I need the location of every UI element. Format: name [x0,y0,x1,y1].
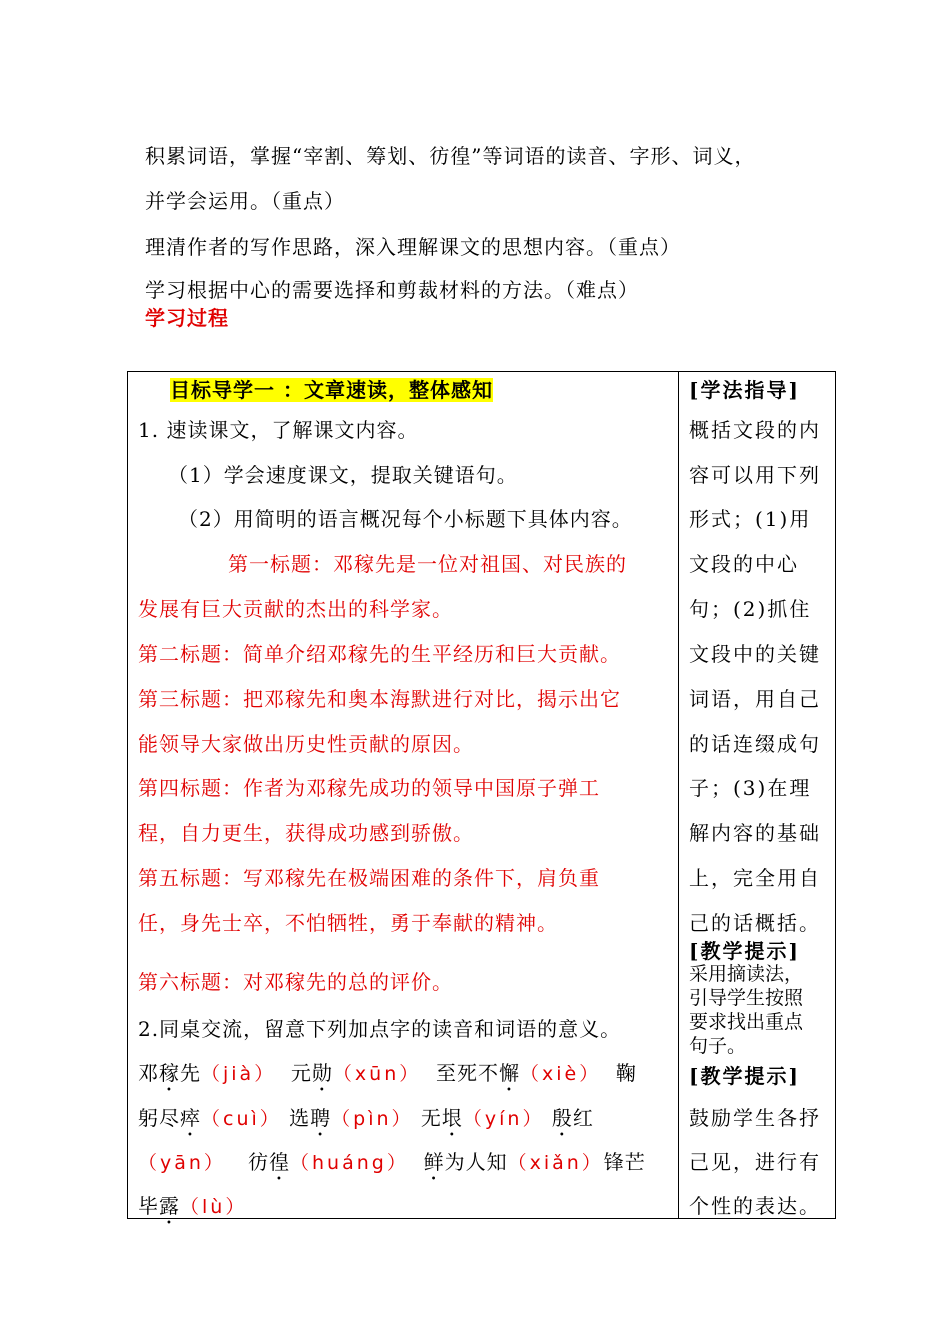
vocab-line-4: 毕露（lù） [138,1194,248,1218]
answer-line: 程，自力更生，获得成功感到骄傲。 [138,821,474,845]
vocab-line-2: 躬尽瘁（cuì） 选聘（pìn） 无垠（yín） 殷红 [138,1106,594,1130]
method-line: 文段的中心 [689,552,799,576]
objective-line-2: 并学会运用。（重点） [145,189,345,213]
method-line: 解内容的基础 [689,821,821,845]
sub-item-1: （1）学会速度课文，提取关键语句。 [168,463,518,487]
answer-line: 第一标题：邓稼先是一位对祖国、对民族的 [228,552,627,576]
sub-item-2: （2）用简明的语言概况每个小标题下具体内容。 [178,507,633,531]
item-1: 1. 速读课文，了解课文内容。 [138,418,419,442]
method-line: 概括文段的内 [689,418,821,442]
vocab-line-1: 邓稼先（jià） 元勋（xūn） 至死不懈（xiè） 鞠 [138,1061,637,1085]
answer-line: 第三标题：把邓稼先和奥本海默进行对比，揭示出它 [138,687,621,711]
method-line: 词语，用自己 [689,687,821,711]
answer-line: 发展有巨大贡献的杰出的科学家。 [138,597,453,621]
tip2-line: 己见，进行有 [689,1150,821,1174]
tip2-line: 鼓励学生各抒 [689,1106,821,1130]
learning-table [127,371,836,1219]
method-line: 己的话概括。 [689,911,821,935]
method-line: 容可以用下列 [689,463,821,487]
tip-line: 要求找出重点 [689,1011,804,1033]
section-title: 学习过程 [145,306,229,330]
tip-line: 句子。 [689,1035,747,1057]
tip2-line: 个性的表达。 [689,1194,821,1218]
method-line: 子；(3)在理 [689,776,812,800]
method-heading: [学法指导] [689,378,800,402]
objective-line-4: 学习根据中心的需要选择和剪裁材料的方法。（难点） [145,278,639,302]
item-2: 2.同桌交流，留意下列加点字的读音和词语的意义。 [138,1017,622,1041]
answer-line: 任，身先士卒，不怕牺牲，勇于奉献的精神。 [138,911,558,935]
objective-line-3: 理清作者的写作思路，深入理解课文的思想内容。（重点） [145,235,681,259]
vocab-line-3: （yān） 彷徨（huáng） 鲜为人知（xiǎn）锋芒 [138,1150,646,1174]
teaching-tip-heading: [教学提示] [689,939,800,963]
answer-line: 第二标题：简单介绍邓稼先的生平经历和巨大贡献。 [138,642,621,666]
tip-line: 采用摘读法， [689,963,804,985]
tip-line: 引导学生按照 [689,987,804,1009]
teaching-tip-heading: [教学提示] [689,1064,800,1088]
objective-line-1: 积累词语，掌握“宰割、筹划、彷徨”等词语的读音、字形、词义， [145,144,756,168]
method-line: 句；(2)抓住 [689,597,812,621]
answer-line: 第五标题：写邓稼先在极端困难的条件下，肩负重 [138,866,600,890]
method-line: 上，完全用自 [689,866,821,890]
method-line: 文段中的关键 [689,642,821,666]
answer-line: 第四标题：作者为邓稼先成功的领导中国原子弹工 [138,776,600,800]
method-line: 的话连缀成句 [689,732,821,756]
guidance-column [679,372,836,1219]
goal-heading: 目标导学一 ：文章速读，整体感知 [170,378,493,402]
method-line: 形式；(1)用 [689,507,812,531]
content-column [128,372,679,1219]
answer-line: 能领导大家做出历史性贡献的原因。 [138,732,474,756]
answer-line: 第六标题：对邓稼先的总的评价。 [138,970,453,994]
